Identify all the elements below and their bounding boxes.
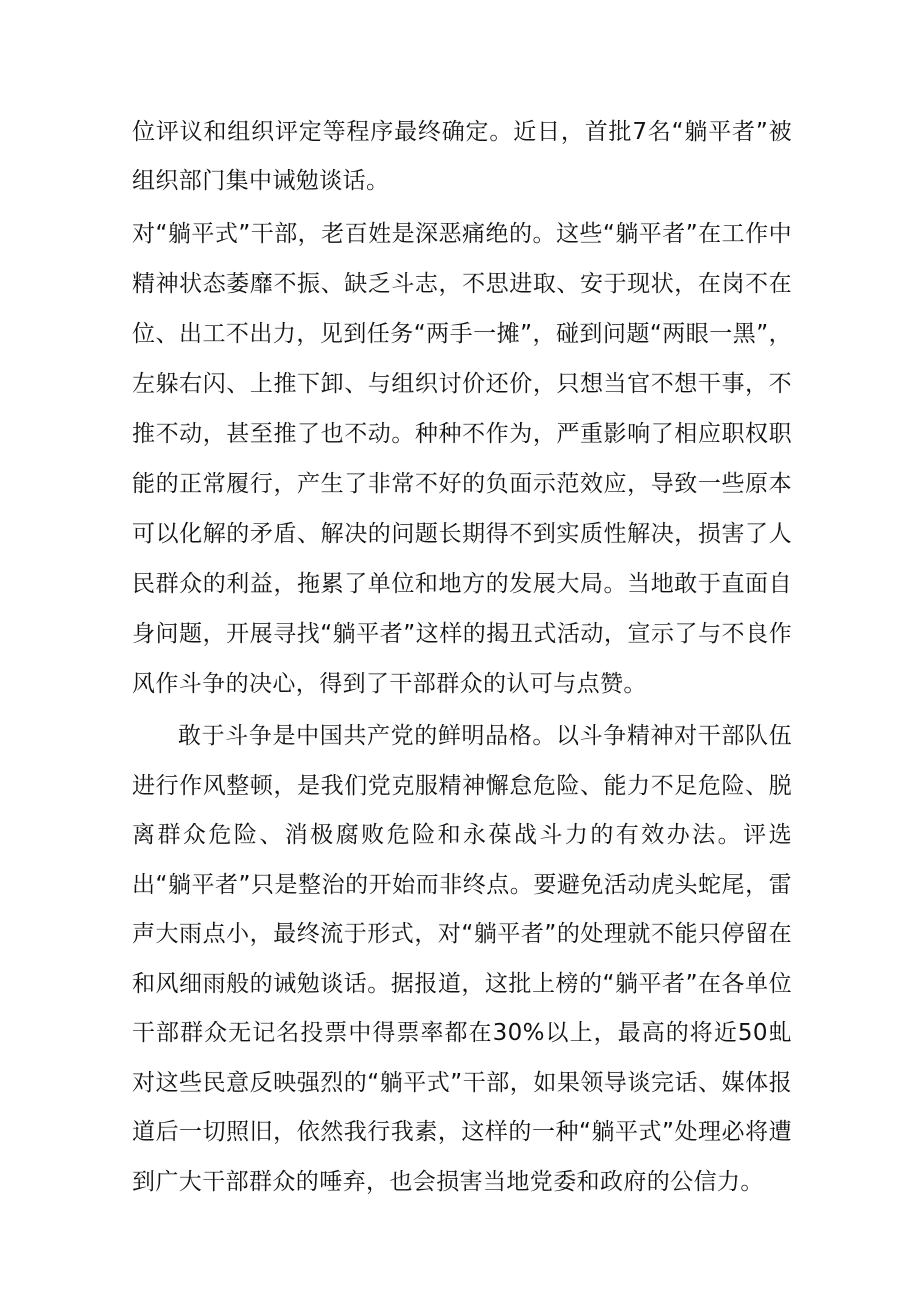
article-body <box>132 108 792 1207</box>
paragraph-3: 敢于斗争是中国共产党的鲜明品格。以斗争精神对干部队伍进行作风整顿，是我们党克服精神懈怠危险、能力不足危险、脱离群众危险、消极腐败危险和永葆战斗力的有效办法。评选出“躺平者”只是整治的开始而非终点。要避免活动虎头蛇尾，雷声大雨点小，最终流于形式，对“躺平者”的处理就不能只停留在和风细雨般的诫勉谈话。据报道，这批上榜的“躺平者”在各单位干部群众无记名投票中得票率都在30%以上，最高的将近50虬对这些民意反映强烈的“躺平式”干部，如果领导谈完话、媒体报道后一切照旧，依然我行我素，这样的一种“躺平式”处理必将遭到广大干部群众的唾弃，也会损害当地党委和政府的公信力。 <box>132 723 792 1195</box>
paragraph-2: 对“躺平式”干部，老百姓是深恶痛绝的。这些“躺平者”在工作中精神状态萎靡不振、缺乏斗志，不思进取、安于现状，在岗不在位、出工不出力，见到任务“两手一摊”，碰到问题“两眼一黑”，左躲右闪、上推下卸、与组织讨价还价，只想当官不想干事，不推不动，甚至推了也不动。种种不作为，严重影响了相应职权职能的正常履行，产生了非常不好的负面示范效应，导致一些原本可以化解的矛盾、解决的问题长期得不到实质性解决，损害了人民群众的利益，拖累了单位和地方的发展大局。当地敢于直面自身问题，开展寻找“躺平者”这样的揭丑式活动，宣示了与不良作风作斗争的决心，得到了干部群众的认可与点赞。 <box>132 221 792 697</box>
paragraph-1: 位评议和组织评定等程序最终确定。近日，首批7名“躺平者”被组织部门集中诫勉谈话。 <box>132 119 792 194</box>
